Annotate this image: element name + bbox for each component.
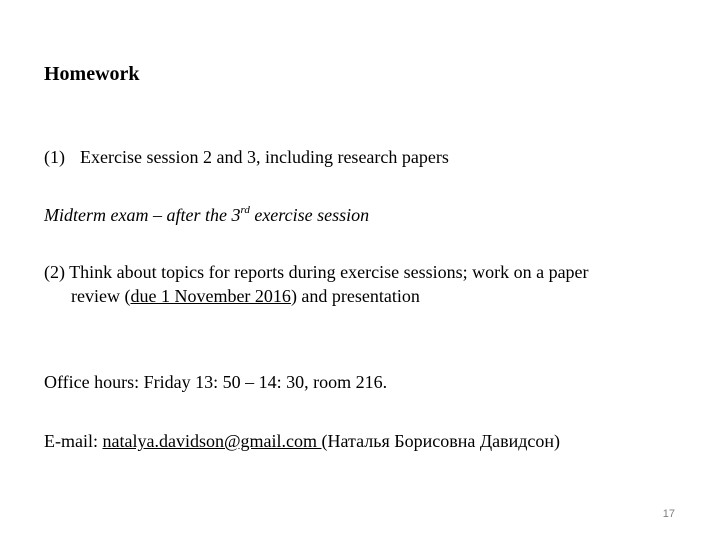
page-number: 17 [662,508,675,520]
midterm-ordinal-suffix: rd [240,204,250,216]
email-link[interactable]: natalya.davidson@gmail.com [102,431,322,451]
homework-item-2-line-1: (2) Think about topics for reports during exercise sessions; work on a paper [44,262,589,282]
item-1-number: (1) [44,147,65,167]
homework-item-2-line-2 [71,286,420,307]
email-label: E-mail: [44,431,103,451]
item-1-text: Exercise session 2 and 3, including research papers [80,147,449,167]
homework-item-1 [44,147,449,168]
office-hours: Office hours: Friday 13: 50 – 14: 30, room 216. [44,372,388,392]
due-date: due 1 November 2016 [130,286,291,306]
contact-name: (Наталья Борисовна Давидсон) [321,431,560,451]
item-2-review-text: review ( [71,286,131,306]
page-title: Homework [44,63,140,85]
midterm-note [44,204,369,226]
midterm-text-end: exercise session [249,205,370,225]
midterm-text-start: Midterm exam – after the 3 [44,205,241,225]
item-2-presentation-text: ) and presentation [290,286,420,306]
email-line [44,431,560,452]
